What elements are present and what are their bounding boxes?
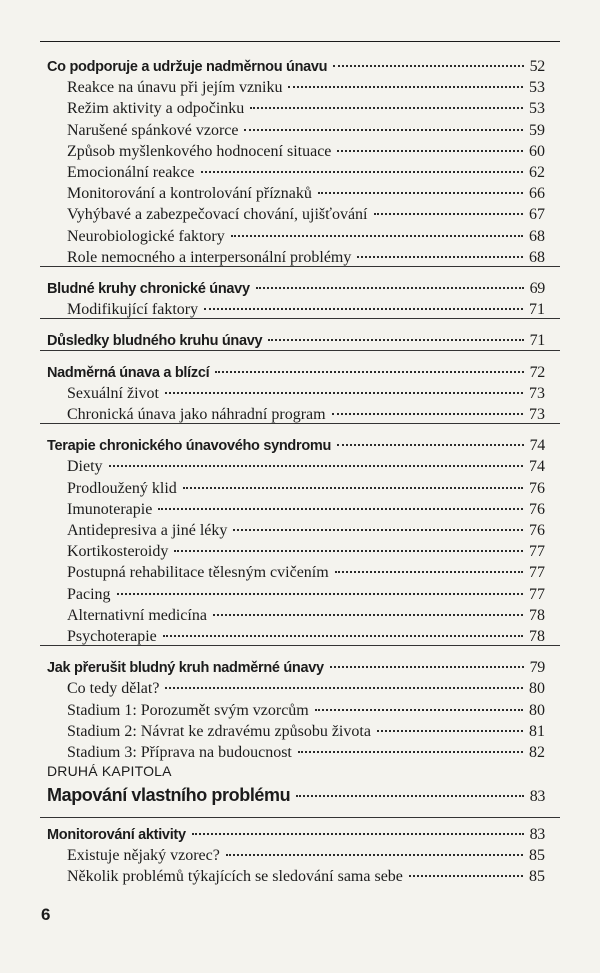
subsection-entry bbox=[67, 206, 545, 224]
subsection-entry bbox=[67, 79, 545, 97]
dot-leader bbox=[163, 635, 523, 637]
subsection-title: Existuje nějaký vzorec? bbox=[67, 847, 220, 865]
page-ref: 73 bbox=[529, 406, 545, 423]
section-entry bbox=[47, 332, 545, 350]
page-ref: 53 bbox=[529, 79, 545, 97]
subsection-entry bbox=[67, 680, 545, 698]
subsection-entry bbox=[67, 868, 545, 886]
dot-leader bbox=[201, 171, 524, 173]
subsection-entry bbox=[67, 458, 545, 476]
section-title: Důsledky bludného kruhu únavy bbox=[47, 333, 263, 350]
page-ref: 77 bbox=[529, 564, 545, 582]
dot-leader bbox=[330, 666, 524, 668]
subsection-title: Monitorování a kontrolování příznaků bbox=[67, 185, 312, 203]
section-divider bbox=[40, 645, 560, 646]
dot-leader bbox=[250, 107, 523, 109]
subsection-entry bbox=[67, 249, 545, 267]
subsection-title: Postupná rehabilitace tělesným cvičením bbox=[67, 564, 329, 582]
subsection-entry bbox=[67, 607, 545, 625]
section-divider bbox=[40, 350, 560, 351]
subsection-title: Narušené spánkové vzorce bbox=[67, 121, 239, 139]
dot-leader bbox=[233, 529, 523, 531]
subsection-title: Stadium 3: Příprava na budoucnost bbox=[67, 744, 292, 761]
subsection-entry bbox=[67, 702, 545, 720]
dot-leader bbox=[337, 150, 523, 152]
subsection-title: Prodloužený klid bbox=[67, 479, 177, 497]
subsection-title: Role nemocného a interpersonální problémy bbox=[67, 248, 352, 266]
dot-leader bbox=[192, 833, 524, 835]
page-ref: 78 bbox=[529, 606, 545, 624]
subsection-entry bbox=[67, 122, 545, 140]
page-ref: 71 bbox=[529, 301, 545, 319]
section-title: Co podporuje a udržuje nadměrnou únavu bbox=[47, 59, 328, 75]
subsection-title: Několik problémů týkajících se sledování sama sebe bbox=[67, 868, 403, 886]
chapter-page: 83 bbox=[529, 788, 545, 805]
subsection-title: Sexuální život bbox=[67, 384, 159, 402]
dot-leader bbox=[165, 392, 523, 394]
page-ref: 69 bbox=[529, 280, 545, 297]
top-rule bbox=[40, 41, 560, 42]
subsection-entry bbox=[67, 385, 545, 403]
page-ref: 78 bbox=[529, 628, 545, 645]
dot-leader bbox=[109, 465, 523, 467]
section-title: Jak přerušit bludný kruh nadměrné únavy bbox=[47, 660, 324, 677]
subsection-title: Stadium 2: Návrat ke zdravému způsobu života bbox=[67, 722, 371, 740]
section-title: Nadměrná únava a blízcí bbox=[47, 364, 210, 381]
dot-leader bbox=[296, 795, 524, 797]
dot-leader bbox=[335, 571, 523, 573]
subsection-entry bbox=[67, 564, 545, 582]
subsection-entry bbox=[67, 406, 545, 424]
subsection-entry bbox=[67, 744, 545, 762]
dot-leader bbox=[268, 339, 523, 341]
page-ref: 77 bbox=[529, 543, 545, 561]
section-entry bbox=[47, 280, 545, 298]
subsection-title: Kortikosteroidy bbox=[67, 543, 169, 561]
section-entry bbox=[47, 58, 545, 76]
page-ref: 68 bbox=[529, 227, 545, 245]
dot-leader bbox=[374, 213, 524, 215]
subsection-entry bbox=[67, 543, 545, 561]
page-ref: 79 bbox=[529, 659, 545, 677]
dot-leader bbox=[165, 687, 523, 689]
subsection-title: Imunoterapie bbox=[67, 500, 153, 518]
page-ref: 80 bbox=[529, 680, 545, 698]
dot-leader bbox=[409, 875, 523, 877]
dot-leader bbox=[215, 371, 523, 373]
subsection-title: Režim aktivity a odpočinku bbox=[67, 100, 245, 118]
dot-leader bbox=[333, 65, 523, 67]
dot-leader bbox=[318, 192, 523, 194]
page-ref: 68 bbox=[529, 248, 545, 266]
page-ref: 67 bbox=[529, 206, 545, 224]
subsection-title: Reakce na únavu při jejím vzniku bbox=[67, 79, 283, 97]
subsection-title: Vyhýbavé a zabezpečovací chování, ujišťování bbox=[67, 206, 368, 224]
section-divider bbox=[40, 423, 560, 424]
page-ref: 60 bbox=[529, 142, 545, 160]
subsection-title: Psychoterapie bbox=[67, 628, 157, 645]
page-ref: 53 bbox=[529, 100, 545, 118]
subsection-title: Chronická únava jako náhradní program bbox=[67, 406, 326, 423]
subsection-entry bbox=[67, 100, 545, 118]
dot-leader bbox=[337, 444, 524, 446]
page-ref: 81 bbox=[529, 722, 545, 740]
subsection-entry bbox=[67, 301, 545, 319]
dot-leader bbox=[213, 614, 523, 616]
subsection-title: Diety bbox=[67, 458, 103, 476]
page-ref: 83 bbox=[529, 826, 545, 843]
subsection-title: Způsob myšlenkového hodnocení situace bbox=[67, 142, 332, 160]
dot-leader bbox=[117, 593, 523, 595]
dot-leader bbox=[357, 256, 523, 258]
subsection-entry bbox=[67, 723, 545, 741]
page-ref: 76 bbox=[529, 522, 545, 539]
subsection-entry bbox=[67, 522, 545, 540]
dot-leader bbox=[332, 413, 523, 415]
section-divider bbox=[40, 266, 560, 267]
dot-leader bbox=[377, 730, 523, 732]
subsection-entry bbox=[67, 628, 545, 646]
section-entry bbox=[47, 659, 545, 677]
section-divider bbox=[40, 318, 560, 319]
subsection-title: Stadium 1: Porozumět svým vzorcům bbox=[67, 701, 309, 719]
subsection-entry bbox=[67, 847, 545, 865]
subsection-title: Modifikující faktory bbox=[67, 301, 199, 319]
dot-leader bbox=[226, 854, 523, 856]
page-ref: 85 bbox=[529, 847, 545, 865]
page-ref: 59 bbox=[529, 121, 545, 139]
page-ref: 74 bbox=[529, 458, 545, 476]
subsection-title: Antidepresiva a jiné léky bbox=[67, 522, 228, 539]
subsection-title: Alternativní medicína bbox=[67, 606, 207, 624]
section-entry bbox=[47, 364, 545, 382]
dot-leader bbox=[158, 508, 523, 510]
dot-leader bbox=[288, 86, 523, 88]
dot-leader bbox=[174, 550, 523, 552]
page-ref: 76 bbox=[529, 479, 545, 497]
subsection-entry bbox=[67, 185, 545, 203]
page-ref: 74 bbox=[529, 437, 545, 455]
section-divider bbox=[40, 817, 560, 818]
subsection-entry bbox=[67, 586, 545, 604]
page-ref: 72 bbox=[529, 363, 545, 381]
dot-leader bbox=[183, 487, 523, 489]
page-ref: 77 bbox=[529, 585, 545, 603]
page-ref: 76 bbox=[529, 500, 545, 518]
subsection-title: Pacing bbox=[67, 585, 111, 603]
subsection-entry bbox=[67, 480, 545, 498]
page-ref: 85 bbox=[529, 868, 545, 886]
subsection-entry bbox=[67, 164, 545, 182]
chapter-title: Mapování vlastního problému bbox=[47, 785, 291, 805]
section-entry bbox=[47, 437, 545, 455]
page-ref: 62 bbox=[529, 164, 545, 181]
dot-leader bbox=[244, 129, 523, 131]
page-ref: 52 bbox=[529, 58, 545, 75]
dot-leader bbox=[204, 308, 523, 310]
subsection-entry bbox=[67, 501, 545, 519]
page-ref: 73 bbox=[529, 384, 545, 402]
page-ref: 66 bbox=[529, 185, 545, 203]
subsection-entry bbox=[67, 143, 545, 161]
dot-leader bbox=[298, 751, 523, 753]
dot-leader bbox=[231, 235, 523, 237]
page-ref: 80 bbox=[529, 701, 545, 719]
chapter-label: DRUHÁ KAPITOLA bbox=[47, 763, 172, 779]
chapter-title-entry bbox=[47, 785, 545, 806]
section-title: Terapie chronického únavového syndromu bbox=[47, 438, 332, 455]
page-ref: 82 bbox=[529, 744, 545, 761]
subsection-title: Emocionální reakce bbox=[67, 164, 195, 181]
page-number: 6 bbox=[41, 905, 51, 924]
page-ref: 71 bbox=[529, 332, 545, 350]
section-title: Bludné kruhy chronické únavy bbox=[47, 281, 250, 297]
dot-leader bbox=[256, 287, 524, 289]
section-title: Monitorování aktivity bbox=[47, 827, 186, 843]
dot-leader bbox=[315, 709, 523, 711]
subsection-title: Neurobiologické faktory bbox=[67, 227, 225, 245]
section-entry bbox=[47, 826, 545, 844]
subsection-title: Co tedy dělat? bbox=[67, 680, 160, 698]
subsection-entry bbox=[67, 228, 545, 246]
